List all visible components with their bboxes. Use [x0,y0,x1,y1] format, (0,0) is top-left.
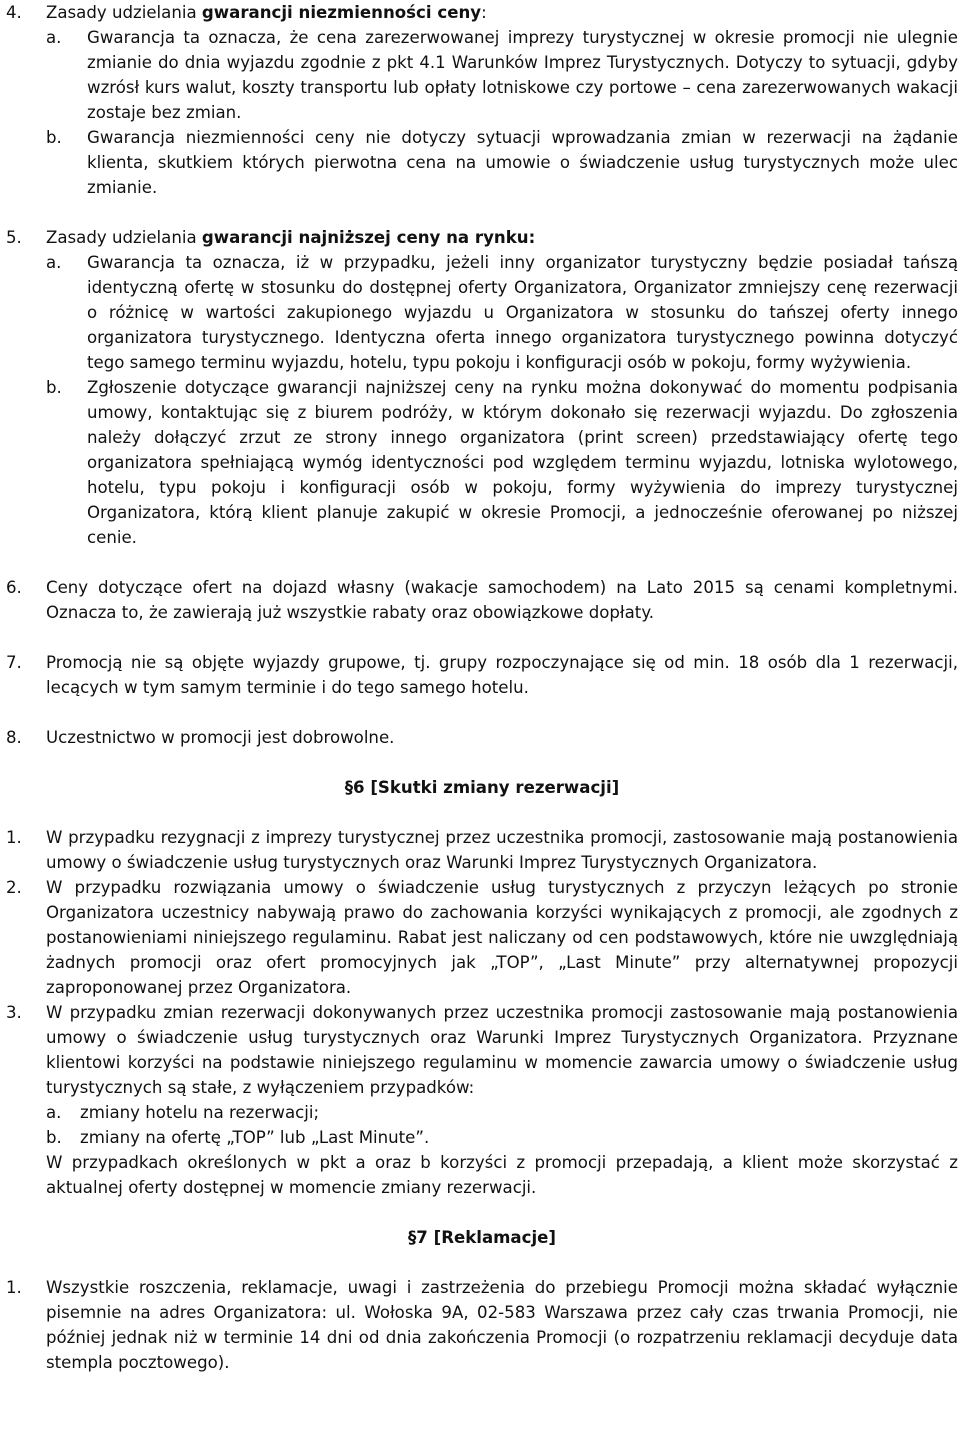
item-text: Zgłoszenie dotyczące gwarancji najniższej ceny na rynku można dokonywać do momentu podpisania umowy, kontaktując się z biurem podróży, w którym dokonało się rezerwacji wyjazdu. Do zgłoszenia należy dołączyć zrzut ze strony innego organizatora (print screen) przedstawiający ofertę tego organizatora spełniającą wymóg identyczności pod względem terminu wyjazdu, lotniska wylotowego, hotelu, typu pokoju i konfiguracji osób w pokoju, formy wyżywienia do imprezy turystycznej Organizatora, którą klient planuje zakupić w okresie Promocji, a jednocześnie oferowanej po niższej cenie. [87,378,958,547]
section-number: 4. [6,3,22,22]
item-text: Gwarancja ta oznacza, że cena zarezerwowanej imprezy turystycznej w okresie promocji nie ulegnie zmianie do dnia wyjazdu zgodnie z pkt 4.1 Warunków Imprez Turystycznych. Dotyczy to sytuacji, gdyby wzrósł kurs walut, koszty transportu lub opłaty lotniskowe czy portowe – cena zarezerwowanych wakacji zostaje bez zmian. [87,28,958,122]
section-4 [6,0,958,25]
item-letter: b. [46,128,62,147]
item-letter: b. [46,1128,62,1147]
section-text: Uczestnictwo w promocji jest dobrowolne. [46,728,395,747]
item-number: 1. [6,828,22,847]
item-letter: a. [46,253,62,272]
item-body [46,1000,958,1200]
p6-item-3-a [46,1100,958,1125]
title-text: Zasady udzielania [46,228,202,247]
section-body [46,0,958,25]
p7-item-1 [6,1275,958,1375]
section-7 [6,650,958,700]
section-6 [6,575,958,625]
section-title [46,225,958,250]
p6-item-3-b [46,1125,958,1150]
section-5 [6,225,958,250]
item-number: 3. [6,1003,22,1022]
section-text: Promocją nie są objęte wyjazdy grupowe, tj. grupy rozpoczynające się od min. 18 osób dla 1 rezerwacji, lecących w tym samym terminie i do tego samego hotelu. [46,653,958,697]
item-tail-text: W przypadkach określonych w pkt a oraz b korzyści z promocji przepadają, a klient może skorzystać z aktualnej oferty dostępnej w momencie zmiany rezerwacji. [46,1153,958,1197]
item-letter: b. [46,378,62,397]
title-text-end: : [481,3,487,22]
item-number: 2. [6,878,22,897]
item-text: zmiany hotelu na rezerwacji; [80,1103,320,1122]
title-bold-text: gwarancji niezmienności ceny [201,3,482,22]
section-number: 8. [6,728,22,747]
section-number: 6. [6,578,22,597]
section-5-item-b [46,375,958,550]
section-number: 5. [6,228,22,247]
item-text: Gwarancja ta oznacza, iż w przypadku, jeżeli inny organizator turystyczny będzie posiadał tańszą identyczną ofertę w stosunku do dostępnej oferty Organizatora, Organizator zmniejszy cenę rezerwacji o różnicę w wartości zakupionego wyjazdu u Organizatora w stosunku do tańszej oferty innego organizatora turystycznego. Identyczna oferta innego organizatora turystycznego powinna dotyczyć tego samego terminu wyjazdu, hotelu, typu pokoju i konfiguracji osób w pokoju, formy wyżywienia. [87,253,958,372]
item-text: W przypadku zmian rezerwacji dokonywanych przez uczestnika promocji zastosowanie mają postanowienia umowy o świadczenie usług turystycznych oraz Warunki Imprez Turystycznych Organizatora. Przyznane klientowi korzyści na podstawie niniejszego regulaminu w momencie zawarcia umowy o świadczenie usług turystycznych są stałe, z wyłączeniem przypadków: [46,1003,958,1097]
item-letter: a. [46,1103,62,1122]
item-text: W przypadku rezygnacji z imprezy turystycznej przez uczestnika promocji, zastosowanie mają postanowienia umowy o świadczenie usług turystycznych oraz Warunki Imprez Turystycznych Organizatora. [46,828,958,872]
p6-item-3 [6,1000,958,1200]
heading-paragraph-7: §7 [Reklamacje] [407,1228,556,1247]
item-text: W przypadku rozwiązania umowy o świadczenie usług turystycznych z przyczyn leżących po stronie Organizatora uczestnicy nabywają prawo do zachowania korzyści wynikających z promocji, ale zgodnych z postanowieniami niniejszego regulaminu. Rabat jest naliczany od cen podstawowych, które nie uwzględniają żadnych promocji oraz ofert promocyjnych jak „TOP”, „Last Minute” przy alternatywnej propozycji zaproponowanej przez Organizatora. [46,878,958,997]
section-text: Ceny dotyczące ofert na dojazd własny (wakacje samochodem) na Lato 2015 są cenami kompletnymi. Oznacza to, że zawierają już wszystkie rabaty oraz obowiązkowe dopłaty. [46,578,958,622]
section-title [46,0,958,25]
section-4-item-b [46,125,958,200]
item-text: Gwarancja niezmienności ceny nie dotyczy sytuacji wprowadzania zmian w rezerwacji na żądanie klienta, skutkiem których pierwotna cena na umowie o świadczenie usług turystycznych może ulec zmianie. [87,128,958,197]
section-8 [6,725,958,750]
p6-item-2 [6,875,958,1000]
p6-item-1 [6,825,958,875]
item-text: zmiany na ofertę „TOP” lub „Last Minute”. [80,1128,430,1147]
heading-paragraph-6: §6 [Skutki zmiany rezerwacji] [344,778,620,797]
item-letter: a. [46,28,62,47]
title-text: Zasady udzielania [46,3,202,22]
title-bold-text: gwarancji najniższej ceny na rynku: [201,228,536,247]
item-text: Wszystkie roszczenia, reklamacje, uwagi i zastrzeżenia do przebiegu Promocji można składać wyłącznie pisemnie na adres Organizatora: ul. Wołoska 9A, 02-583 Warszawa przez cały czas trwania Promocji, nie później jednak niż w terminie 14 dni od dnia zakończenia Promocji (o rozpatrzeniu reklamacji decyduje data stempla pocztowego). [46,1278,958,1372]
item-number: 1. [6,1278,22,1297]
section-5-item-a [46,250,958,375]
section-number: 7. [6,653,22,672]
section-4-item-a [46,25,958,125]
